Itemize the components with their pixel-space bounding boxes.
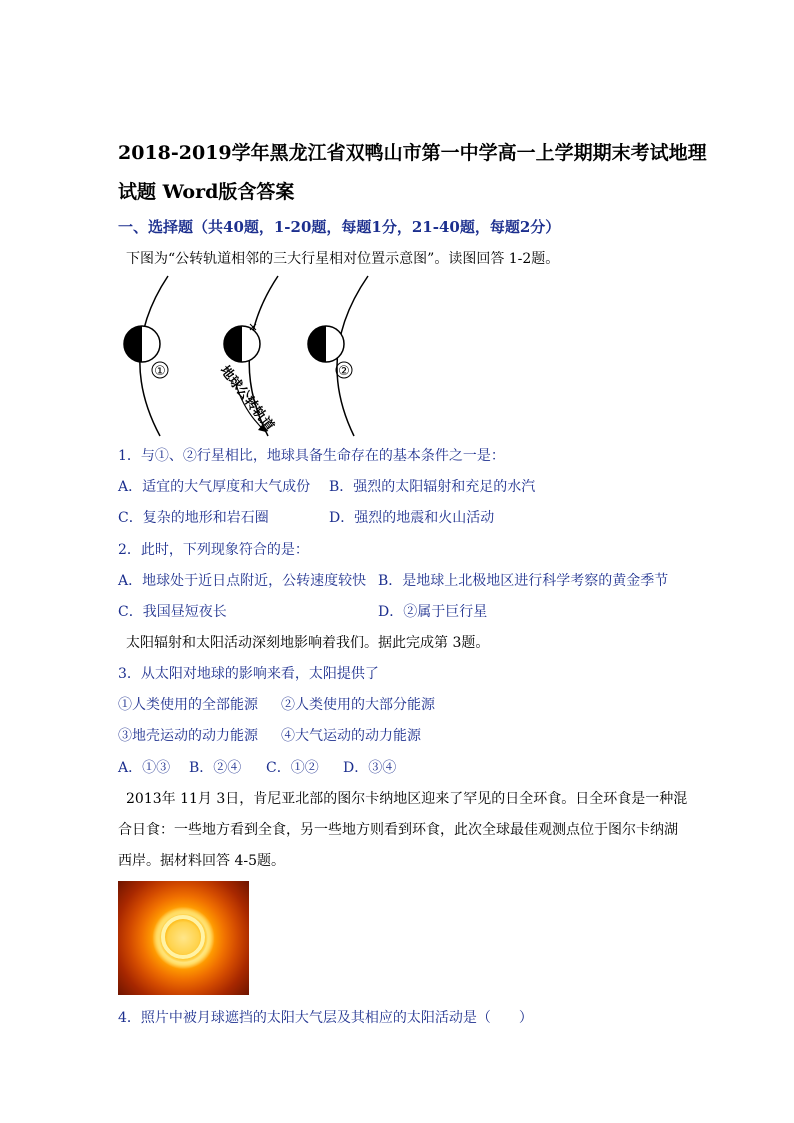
intro-text-2: 太阳辐射和太阳活动深刻地影响着我们。据此完成第 3题。 [126,635,490,651]
question-1-option-b: B．强烈的太阳辐射和充足的水汽 [329,479,536,495]
document-title-line2: 试题 Word版含答案 [118,181,295,203]
question-2-option-d: D．②属于巨行星 [378,604,488,620]
intro-text-3-line3: 西岸。据材料回答 4-5题。 [118,853,285,869]
orbit-label: 地球公转轨道 [216,363,277,434]
question-3-statement-3: ③地壳运动的动力能源 [118,728,258,744]
planet-1-label: ① [154,364,166,379]
question-3-stem: 3．从太阳对地球的影响来看，太阳提供了 [118,666,379,682]
intro-text-1: 下图为“公转轨道相邻的三大行星相对位置示意图”。读图回答 1-2题。 [126,251,560,267]
planet-orbit-figure [118,272,378,442]
planet-1 [124,326,168,379]
question-2-stem: 2．此时，下列现象符合的是： [118,542,309,558]
document-title-line1: 2018-2019学年黑龙江省双鸭山市第一中学高一上学期期末考试地理 [118,142,707,164]
orbit-arc-right [337,276,368,436]
question-2-option-c: C．我国昼短夜长 [118,604,227,620]
question-2-option-b: B．是地球上北极地区进行科学考察的黄金季节 [378,573,669,589]
question-3-option-d: D．③④ [343,760,397,776]
question-1-stem: 1．与①、②行星相比，地球具备生命存在的基本条件之一是： [118,448,505,464]
question-2-option-a: A．地球处于近日点附近，公转速度较快 [118,573,367,589]
planet-earth [224,324,260,362]
question-1-option-d: D．强烈的地震和火山活动 [329,510,495,526]
question-3-option-a: A．①③ [118,760,171,776]
intro-text-3-line1: 2013年 11月 3日，肯尼亚北部的图尔卡纳地区迎来了罕见的日全环食。日全环食是一种混 [126,791,688,807]
eclipse-ring [161,915,205,959]
question-3-statement-1: ①人类使用的全部能源 [118,697,258,713]
planet-2 [308,326,352,379]
question-1-option-a: A．适宜的大气厚度和大气成份 [118,479,311,495]
intro-text-3-line2: 合日食：一些地方看到全食，另一些地方则看到环食，此次全球最佳观测点位于图尔卡纳湖 [118,822,678,838]
question-3-option-b: B．②④ [189,760,242,776]
planet-2-label: ② [338,364,350,379]
question-3-statement-4: ④大气运动的动力能源 [281,728,421,744]
question-3-statement-2: ②人类使用的大部分能源 [281,697,435,713]
question-4-stem: 4．照片中被月球遮挡的太阳大气层及其相应的太阳活动是（ ） [118,1010,533,1026]
question-3-option-c: C．①② [266,760,319,776]
solar-eclipse-photo [118,881,249,995]
section-heading: 一、选择题（共40题，1-20题，每题1分，21-40题，每题2分） [118,218,561,236]
question-1-option-c: C．复杂的地形和岩石圈 [118,510,269,526]
